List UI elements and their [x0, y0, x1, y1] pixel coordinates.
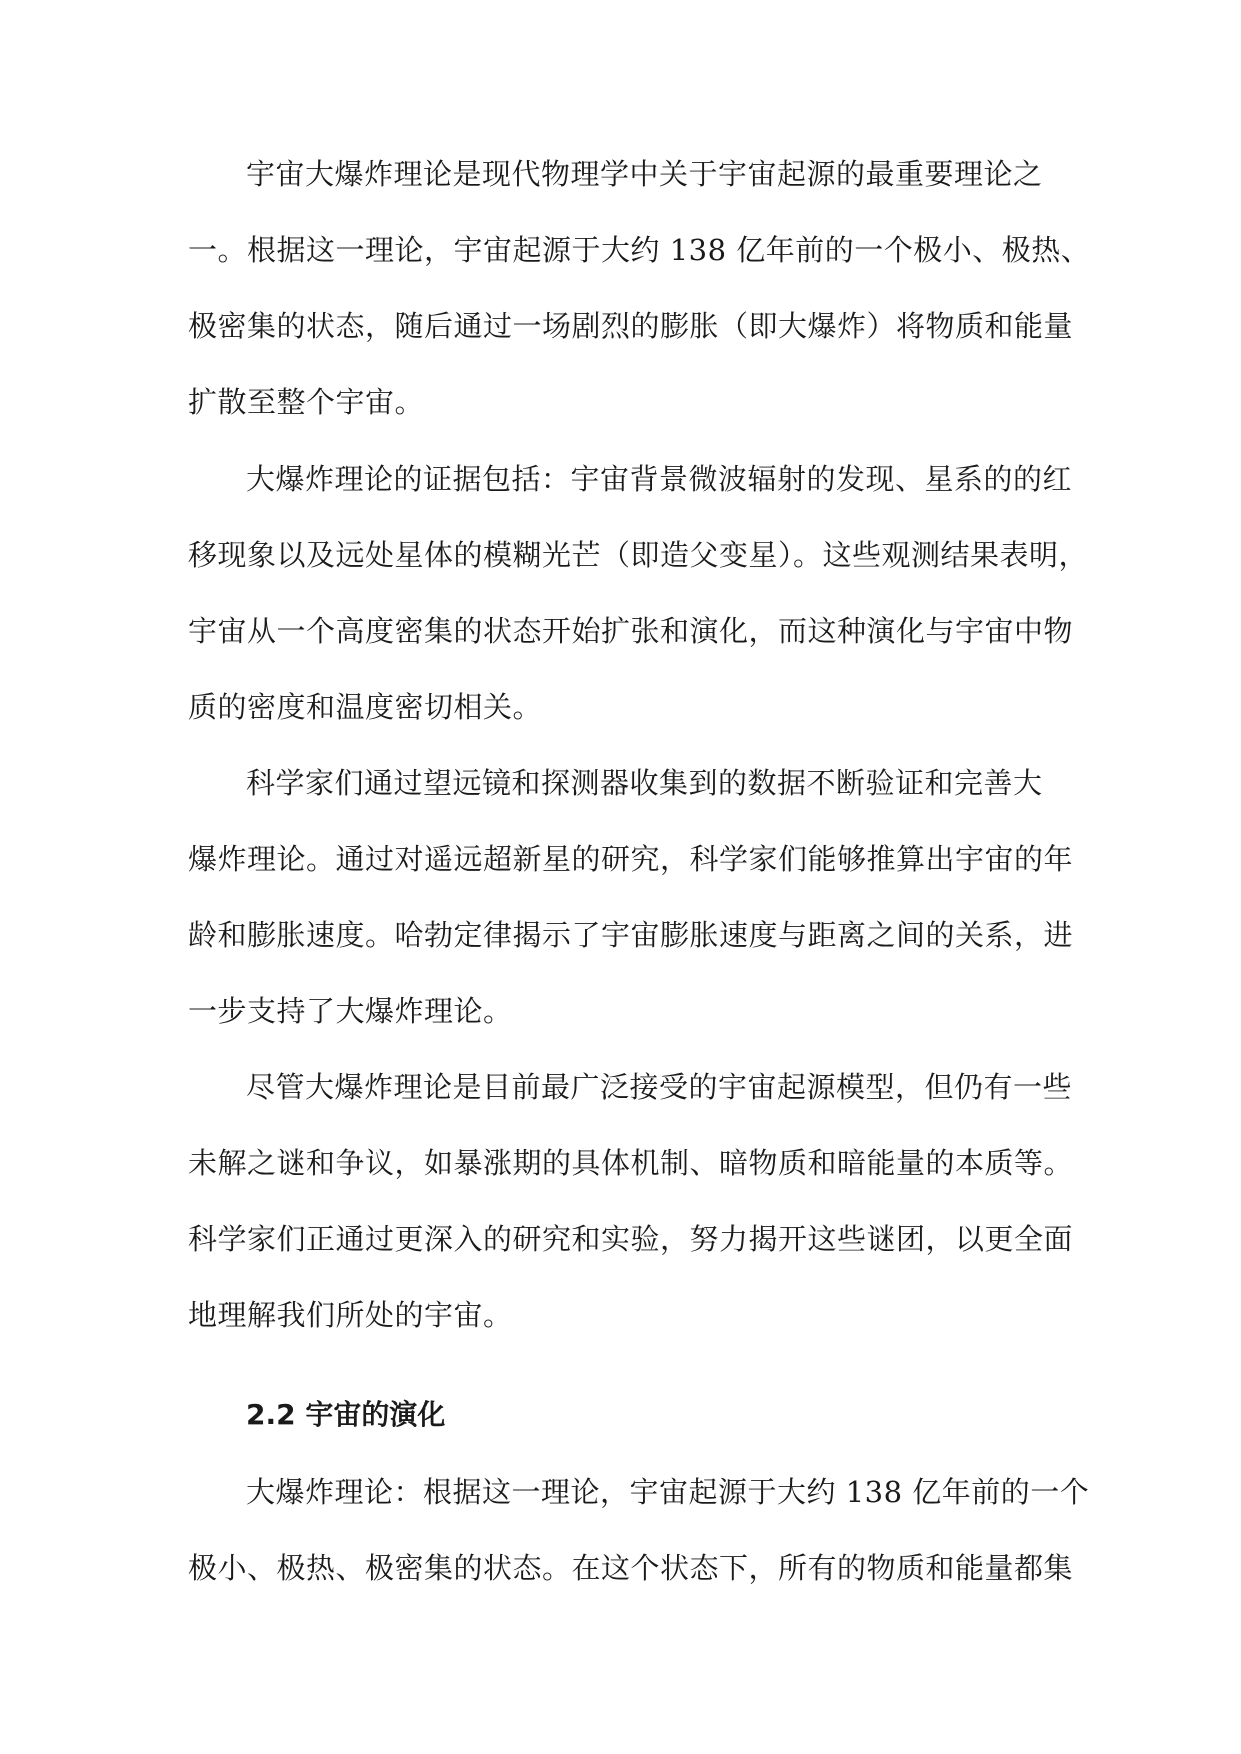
paragraph-1-line-4: 扩散至整个宇宙。	[188, 385, 425, 419]
section-paragraph-line-2: 极小、极热、极密集的状态。在这个状态下，所有的物质和能量都集	[188, 1551, 1074, 1585]
paragraph-2-line-4: 质的密度和温度密切相关。	[188, 690, 543, 724]
paragraph-2-line-2: 移现象以及远处星体的模糊光芒（即造父变星）。这些观测结果表明，	[188, 538, 1089, 572]
section-heading: 2.2 宇宙的演化	[246, 1398, 446, 1431]
paragraph-4-line-2: 未解之谜和争议，如暴涨期的具体机制、暗物质和暗能量的本质等。	[188, 1146, 1074, 1180]
paragraph-1-line-1: 宇宙大爆炸理论是现代物理学中关于宇宙起源的最重要理论之	[246, 157, 1043, 191]
paragraph-4-line-4: 地理解我们所处的宇宙。	[188, 1298, 513, 1332]
paragraph-3-line-2: 爆炸理论。通过对遥远超新星的研究，科学家们能够推算出宇宙的年	[188, 842, 1074, 876]
paragraph-2-line-1: 大爆炸理论的证据包括：宇宙背景微波辐射的发现、星系的的红	[246, 462, 1073, 496]
paragraph-1-line-3: 极密集的状态，随后通过一场剧烈的膨胀（即大爆炸）将物质和能量	[188, 309, 1074, 343]
paragraph-4-line-1: 尽管大爆炸理论是目前最广泛接受的宇宙起源模型，但仍有一些	[246, 1070, 1073, 1104]
paragraph-3-line-4: 一步支持了大爆炸理论。	[188, 994, 513, 1028]
paragraph-2-line-3: 宇宙从一个高度密集的状态开始扩张和演化，而这种演化与宇宙中物	[188, 614, 1074, 648]
paragraph-3-line-1: 科学家们通过望远镜和探测器收集到的数据不断验证和完善大	[246, 766, 1043, 800]
paragraph-4-line-3: 科学家们正通过更深入的研究和实验，努力揭开这些谜团，以更全面	[188, 1222, 1074, 1256]
paragraph-1-line-2: 一。根据这一理论，宇宙起源于大约 138 亿年前的一个极小、极热、	[188, 233, 1091, 267]
paragraph-3-line-3: 龄和膨胀速度。哈勃定律揭示了宇宙膨胀速度与距离之间的关系，进	[188, 918, 1074, 952]
section-paragraph-line-1: 大爆炸理论：根据这一理论，宇宙起源于大约 138 亿年前的一个	[246, 1475, 1090, 1509]
